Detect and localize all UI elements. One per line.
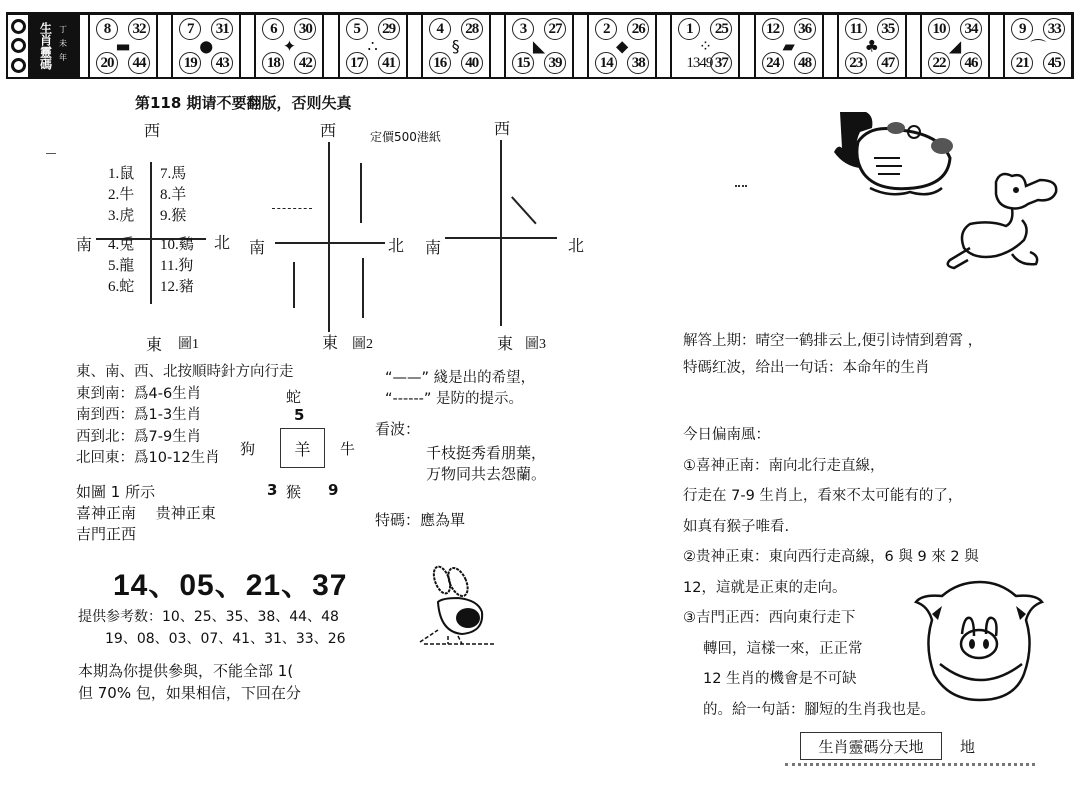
number-ball: 40 <box>461 52 483 74</box>
number-ball: 3 <box>512 18 534 40</box>
solid-hint-line <box>362 258 364 318</box>
north-label: 北 <box>214 235 231 252</box>
number-ball: 23 <box>845 52 867 74</box>
number-ball: 1 <box>678 18 700 40</box>
zodiac-cell <box>587 15 657 77</box>
zodiac-cell <box>920 15 990 77</box>
number-ball: 45 <box>1043 52 1065 74</box>
brand-title: 生肖靈碼 <box>38 22 53 70</box>
ring-icon <box>11 38 26 53</box>
solid-hint-line <box>293 262 295 308</box>
number-ball: 16 <box>429 52 451 74</box>
zodiac-cell <box>504 15 574 77</box>
number-ball: 22 <box>928 52 950 74</box>
issue-title: 第118 期请不要翻版，否则失真 <box>135 94 352 112</box>
figure-2-label: 圖2 <box>352 337 373 352</box>
number-ball: 32 <box>128 18 150 40</box>
disclaimer-note: 本期為你提供參與，不能全部 1( 但 70% 包，如果相信，下回在分 <box>78 662 301 702</box>
poem: 千枝挺秀看朋葉， 万物同共去怨蘭。 <box>426 444 547 483</box>
number-ball: 7 <box>179 18 201 40</box>
number-ball: 20 <box>96 52 118 74</box>
zodiac-cells <box>80 15 1072 77</box>
cross-bottom-right-number: 9 <box>328 481 339 499</box>
ring-icon <box>11 58 26 73</box>
axis-horizontal <box>275 242 385 244</box>
east-label: 東 <box>146 337 163 354</box>
number-ball: 6 <box>262 18 284 40</box>
rooster-icon: ✦ <box>282 36 297 56</box>
number-ball: 43 <box>211 52 233 74</box>
zodiac-cell <box>254 15 324 77</box>
gods-directions: 如圖 1 所示 喜神正南 贵神正東 吉門正西 <box>76 483 216 543</box>
number-ball: 44 <box>128 52 150 74</box>
zodiac-cell <box>171 15 241 77</box>
brand-stamp: 生肖靈碼分天地 <box>800 732 942 760</box>
price-label: 定價500港紙 <box>370 130 441 144</box>
snake-icon: ◆ <box>616 36 629 56</box>
zodiac-cell <box>421 15 491 77</box>
pig-face-icon <box>914 576 1044 704</box>
sheep-icon: § <box>451 36 460 56</box>
horse-icon: ◣ <box>532 36 546 56</box>
number-ball: 21 <box>1011 52 1033 74</box>
binder-rings <box>8 15 28 77</box>
number-ball: 39 <box>544 52 566 74</box>
number-ball: 48 <box>794 52 816 74</box>
number-ball: 33 <box>1043 18 1065 40</box>
number-ball: 42 <box>294 52 316 74</box>
number-ball: 26 <box>627 18 649 40</box>
zodiac-cell <box>754 15 824 77</box>
number-ball: 36 <box>794 18 816 40</box>
number-ball: 34 <box>960 18 982 40</box>
ring-icon <box>11 19 26 34</box>
monkey-icon: ∴ <box>367 36 378 56</box>
reference-label: 提供参考数： <box>78 609 162 625</box>
number-ball: 47 <box>877 52 899 74</box>
brand-block <box>28 15 80 77</box>
number-ball: 29 <box>378 18 400 40</box>
north-label: 北 <box>568 238 585 255</box>
cross-right-animal: 牛 <box>340 440 356 458</box>
number-ball: 17 <box>346 52 368 74</box>
main-numbers: 14、05、21、37 <box>113 569 348 602</box>
zodiac-cell <box>1003 15 1073 77</box>
axis-vertical <box>500 140 502 326</box>
ox-icon: ◢ <box>948 36 962 56</box>
reference-numbers: 提供参考数：10、25、35、38、44、48 19、08、03、07、41、31、33、26 <box>78 609 346 647</box>
cross-left-animal: 狗 <box>240 440 256 458</box>
faded-footer-text <box>785 763 1035 769</box>
number-ball: 11 <box>845 18 867 40</box>
pig-icon: ▬ <box>115 36 131 56</box>
number-ball: 5 <box>346 18 368 40</box>
scan-mark <box>735 185 747 187</box>
number-ball: 15 <box>512 52 534 74</box>
cross-top-animal: 蛇 <box>286 388 302 406</box>
number-ball: 4 <box>429 18 451 40</box>
number-ball: 10 <box>928 18 950 40</box>
number-ball: 35 <box>877 18 899 40</box>
special-code: 特碼：應為單 <box>375 511 466 529</box>
number-ball: 46 <box>960 52 982 74</box>
number-ball: 14 <box>595 52 617 74</box>
dashed-hint-line <box>272 208 312 209</box>
scan-mark <box>46 153 56 154</box>
rat-icon: ⌒ <box>1030 37 1047 57</box>
figure-3-label: 圖3 <box>525 337 546 352</box>
zodiac-cell <box>88 15 158 77</box>
cross-center-box: 羊 <box>280 428 325 468</box>
cross-top-number: 5 <box>294 406 305 424</box>
solid-hint-line <box>360 163 362 223</box>
stamp-side-text: 地 <box>960 738 976 756</box>
number-ball: 27 <box>544 18 566 40</box>
number-ball: 8 <box>96 18 118 40</box>
tiger-icon: ♣ <box>864 36 879 56</box>
axis-vertical <box>328 142 330 332</box>
number-ball: 31 <box>211 18 233 40</box>
dog-icon: ● <box>199 36 214 56</box>
wave-label: 看波： <box>375 420 421 438</box>
today-title: 今日偏南風： <box>683 427 770 443</box>
zodiac-list-right: 7.馬 8.羊 9.猴 10.鷄 11.狗 12.豬 <box>160 166 194 295</box>
west-label: 西 <box>144 123 161 140</box>
figure-1-label: 圖1 <box>178 337 199 352</box>
number-ball: 30 <box>294 18 316 40</box>
direction-rules: 東、南、西、北按順時針方向行走 東到南：爲4-6生肖 南到西：爲1-3生肖 西到北：爲7-9生肖 北回東：爲10-12生肖 <box>76 364 294 466</box>
number-ball: 38 <box>627 52 649 74</box>
zodiac-cell <box>837 15 907 77</box>
diagonal-hint-line <box>511 196 536 224</box>
east-label: 東 <box>322 335 339 352</box>
number-ball: 25 <box>710 18 732 40</box>
west-label: 西 <box>320 123 337 140</box>
number-ball: 1349 <box>686 54 713 71</box>
previous-answer: 解答上期：晴空一鹤排云上,便引诗情到碧霄 ， 特碼红波，给出一句话：本命年的生肖 <box>683 333 983 376</box>
east-label: 東 <box>497 336 514 353</box>
number-ball: 2 <box>595 18 617 40</box>
south-label: 南 <box>76 237 93 254</box>
number-ball: 24 <box>762 52 784 74</box>
line-legend: “——” 綫是出的希望， “------” 是防的提示。 <box>385 370 536 407</box>
number-ball: 28 <box>461 18 483 40</box>
number-ball: 19 <box>179 52 201 74</box>
south-label: 南 <box>249 240 266 257</box>
number-ball: 12 <box>762 18 784 40</box>
brand-year: 丁未年 <box>58 25 68 67</box>
west-label: 西 <box>494 121 511 138</box>
number-ball: 9 <box>1011 18 1033 40</box>
dragon-icon: ⁘ <box>698 36 713 56</box>
number-ball: 41 <box>378 52 400 74</box>
north-label: 北 <box>388 238 405 255</box>
zodiac-number-banner <box>6 12 1074 79</box>
rabbit-icon: ▰ <box>782 36 795 56</box>
cross-bottom-animal: 猴 <box>286 483 302 501</box>
zodiac-cell <box>670 15 740 77</box>
rabbit-cartoon-icon <box>418 562 498 646</box>
zodiac-cell <box>338 15 408 77</box>
axis-vertical <box>150 162 152 304</box>
today-analysis: 今日偏南風： ①喜神正南：南向北行走直線， 行走在 7-9 生肖上，看來不太可能有的了， 如真有猴子唯看. ②贵神正東：東向西行走高線，6 與 9 來 2 與 12，這就是正東的走向。 ③吉門正西：西向東行走下 轉回，這樣一來，正正常 12 生肖的機會是不可缺 的。給一句話：腳短的生肖我也是。 <box>683 420 979 725</box>
number-ball: 18 <box>262 52 284 74</box>
zodiac-list-left: 1.鼠 2.牛 3.虎 4.兎 5.龍 6.蛇 <box>108 166 135 295</box>
number-ball: 37 <box>710 52 732 74</box>
cross-bottom-left-number: 3 <box>267 481 278 499</box>
duck-cartoon-icon <box>940 168 1060 273</box>
south-label: 南 <box>425 240 442 257</box>
axis-horizontal <box>445 237 557 239</box>
